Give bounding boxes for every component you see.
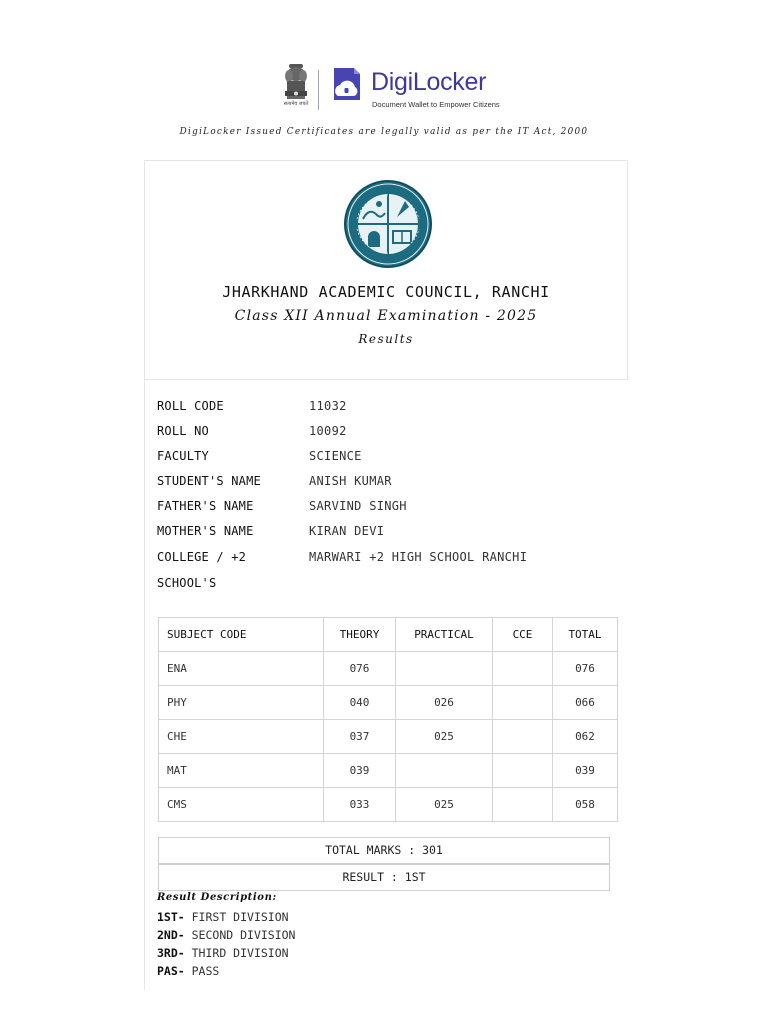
exam-title: Class XII Annual Examination - 2025 xyxy=(234,308,538,324)
legend-text: THIRD DIVISION xyxy=(184,946,289,960)
theory-cell: 037 xyxy=(324,720,396,754)
college-value: MARWARI +2 HIGH SCHOOL RANCHI xyxy=(309,550,528,564)
card-right-border xyxy=(627,160,628,380)
subject-code-cell: ENA xyxy=(159,652,324,686)
table-row xyxy=(159,754,618,788)
digilocker-header xyxy=(0,0,768,160)
legend-code: 2ND- xyxy=(157,928,185,942)
legal-validity-note: DigiLocker Issued Certificates are legally valid as per the IT Act, 2000 xyxy=(179,127,589,137)
card-top-border xyxy=(144,160,628,161)
subject-code-cell: CMS xyxy=(159,788,324,822)
subject-code-cell: MAT xyxy=(159,754,324,788)
card-section-divider xyxy=(144,379,628,380)
father-name-label: FATHER'S NAME xyxy=(157,499,254,513)
table-row xyxy=(159,686,618,720)
cce-cell xyxy=(493,788,553,822)
cce-cell xyxy=(493,720,553,754)
theory-cell: 040 xyxy=(324,686,396,720)
legend-text: PASS xyxy=(184,964,220,978)
practical-cell: 025 xyxy=(396,788,493,822)
mother-name-label: MOTHER'S NAME xyxy=(157,524,254,538)
school-label: SCHOOL'S xyxy=(157,576,217,590)
total-cell: 076 xyxy=(553,652,618,686)
theory-header: THEORY xyxy=(324,618,396,652)
student-name-label: STUDENT'S NAME xyxy=(157,474,261,488)
roll-no-label: ROLL NO xyxy=(157,424,209,438)
legend-item xyxy=(157,928,295,942)
cce-cell xyxy=(493,754,553,788)
faculty-value: SCIENCE xyxy=(309,449,362,463)
marks-table-header-row xyxy=(159,618,618,652)
faculty-label: FACULTY xyxy=(157,449,209,463)
table-row xyxy=(159,720,618,754)
legend-code: 1ST- xyxy=(157,910,185,924)
emblem-caption: सत्यमेव जयते xyxy=(283,101,309,107)
roll-code-label: ROLL CODE xyxy=(157,399,224,413)
total-marks-box xyxy=(158,837,610,864)
total-cell: 058 xyxy=(553,788,618,822)
cce-cell xyxy=(493,686,553,720)
legend-code: 3RD- xyxy=(157,946,185,960)
mother-name-value: KIRAN DEVI xyxy=(309,524,385,538)
table-row xyxy=(159,788,618,822)
result-box xyxy=(158,864,610,891)
digilocker-brand-name: DigiLocker xyxy=(371,68,487,96)
subject-code-cell: CHE xyxy=(159,720,324,754)
theory-cell: 033 xyxy=(324,788,396,822)
legend-item xyxy=(157,964,219,978)
total-marks-value: 301 xyxy=(422,843,443,857)
total-marks-label: TOTAL MARKS : xyxy=(325,843,423,857)
legend-item xyxy=(157,910,289,924)
total-cell: 062 xyxy=(553,720,618,754)
practical-header: PRACTICAL xyxy=(396,618,493,652)
table-row xyxy=(159,652,618,686)
digilocker-tagline: Document Wallet to Empower Citizens xyxy=(372,100,500,109)
practical-cell: 025 xyxy=(396,720,493,754)
results-heading: Results xyxy=(358,332,414,346)
college-label: COLLEGE / +2 xyxy=(157,550,247,564)
theory-cell: 039 xyxy=(324,754,396,788)
subject-code-header: SUBJECT CODE xyxy=(159,618,324,652)
legend-code: PAS- xyxy=(157,964,185,978)
practical-cell: 026 xyxy=(396,686,493,720)
theory-cell: 076 xyxy=(324,652,396,686)
result-value: 1ST xyxy=(404,870,426,884)
total-cell: 066 xyxy=(553,686,618,720)
cce-cell xyxy=(493,652,553,686)
practical-cell xyxy=(396,754,493,788)
result-label: RESULT : xyxy=(342,870,405,884)
header-divider xyxy=(318,70,319,110)
father-name-value: SARVIND SINGH xyxy=(309,499,407,513)
roll-code-value: 11032 xyxy=(309,399,347,413)
result-description-title: Result Description: xyxy=(157,892,277,903)
legend-text: SECOND DIVISION xyxy=(184,928,296,942)
board-name: JHARKHAND ACADEMIC COUNCIL, RANCHI xyxy=(222,283,550,301)
jac-seal-icon xyxy=(343,179,433,269)
digilocker-logo-icon xyxy=(330,66,364,106)
legend-text: FIRST DIVISION xyxy=(184,910,289,924)
marks-table xyxy=(158,617,618,822)
total-cell: 039 xyxy=(553,754,618,788)
cce-header: CCE xyxy=(493,618,553,652)
subject-code-cell: PHY xyxy=(159,686,324,720)
roll-no-value: 10092 xyxy=(309,424,347,438)
total-header: TOTAL xyxy=(553,618,618,652)
student-name-value: ANISH KUMAR xyxy=(309,474,392,488)
practical-cell xyxy=(396,652,493,686)
legend-item xyxy=(157,946,289,960)
